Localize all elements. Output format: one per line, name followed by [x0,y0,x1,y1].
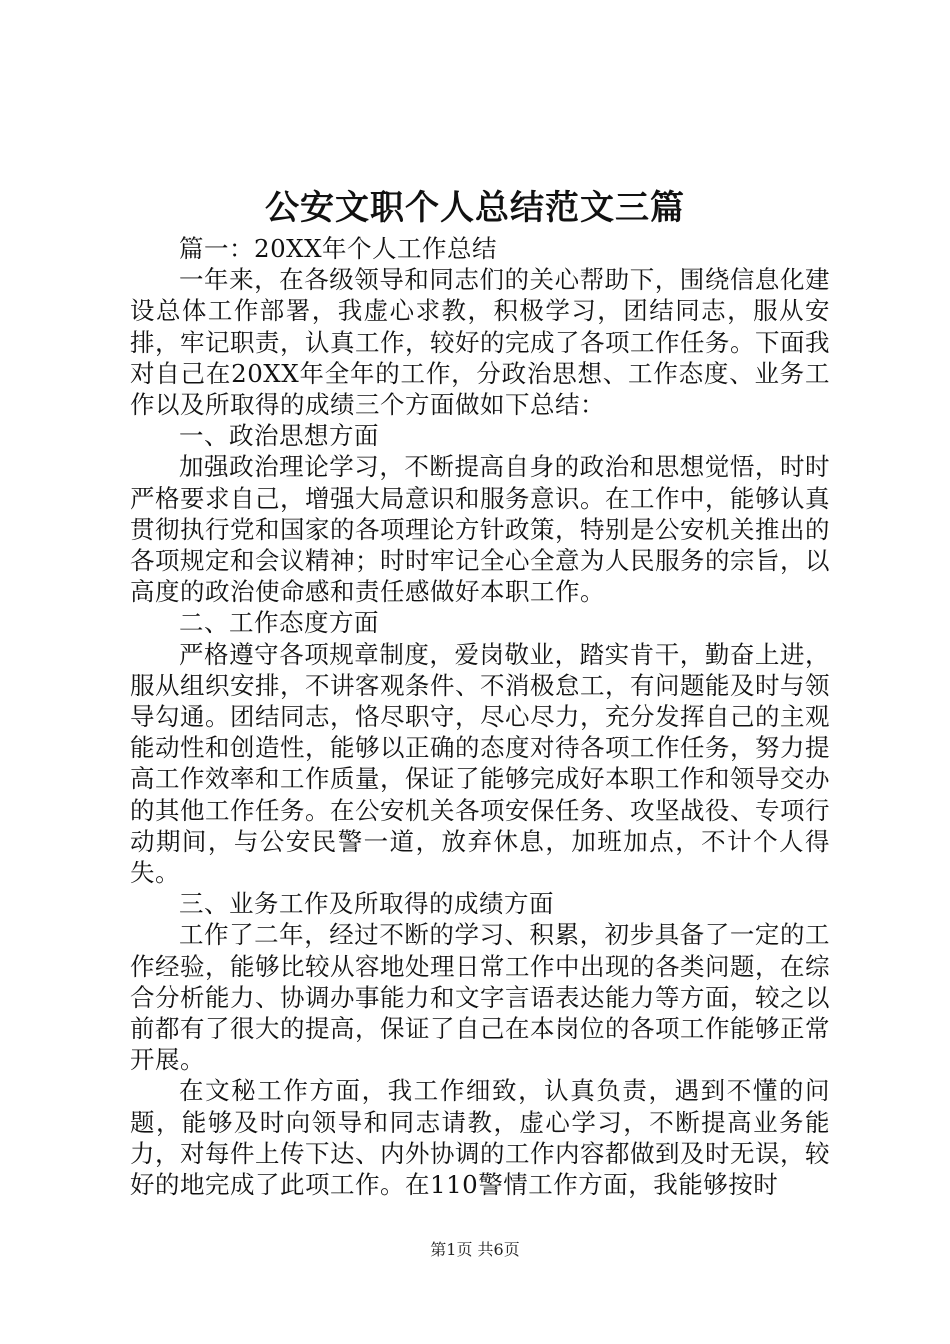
section-heading: 一、政治思想方面 [179,421,379,451]
page-footer: 第1页 共6页 [430,1240,520,1259]
body-paragraph: 在文秘工作方面，我工作细致，认真负责，遇到不懂的问题，能够及时向领导和同志请教，虚心学习，不断提高业务能力，对每件上传下达、内外协调的工作内容都做到及时无误，较好的地完成了此项工作。在110警情工作方面，我能够按时 [130,1076,830,1200]
document-title: 公安文职个人总结范文三篇 [265,188,685,228]
body-paragraph: 加强政治理论学习，不断提高自身的政治和思想觉悟，时时严格要求自己，增强大局意识和服务意识。在工作中，能够认真贯彻执行党和国家的各项理论方针政策，特别是公安机关推出的各项规定和会议精神；时时牢记全心全意为人民服务的宗旨，以高度的政治使命感和责任感做好本职工作。 [130,452,830,607]
section-heading: 二、工作态度方面 [179,608,379,638]
body-paragraph: 严格遵守各项规章制度，爱岗敬业，踏实肯干，勤奋上进，服从组织安排，不讲客观条件、不消极怠工，有问题能及时与领导勾通。团结同志，恪尽职守，尽心尽力，充分发挥自己的主观能动性和创造性，能够以正确的态度对待各项工作任务，努力提高工作效率和工作质量，保证了能够完成好本职工作和领导交办的其他工作任务。在公安机关各项安保任务、攻坚战役、专项行动期间，与公安民警一道，放弃休息，加班加点，不计个人得失。 [130,639,830,888]
body-paragraph: 工作了二年，经过不断的学习、积累，初步具备了一定的工作经验，能够比较从容地处理日常工作中出现的各类问题，在综合分析能力、协调办事能力和文字言语表达能力等方面，较之以前都有了很大的提高，保证了自己在本岗位的各项工作能够正常开展。 [130,920,830,1075]
body-paragraph: 一年来，在各级领导和同志们的关心帮助下，围绕信息化建设总体工作部署，我虚心求教，积极学习，团结同志，服从安排，牢记职责，认真工作，较好的完成了各项工作任务。下面我对自己在20XX年全年的工作，分政治思想、工作态度、业务工作以及所取得的成绩三个方面做如下总结： [130,265,830,420]
section-heading: 篇一：20XX年个人工作总结 [179,234,498,263]
document-body [130,233,830,1200]
section-heading: 三、业务工作及所取得的成绩方面 [179,889,554,919]
